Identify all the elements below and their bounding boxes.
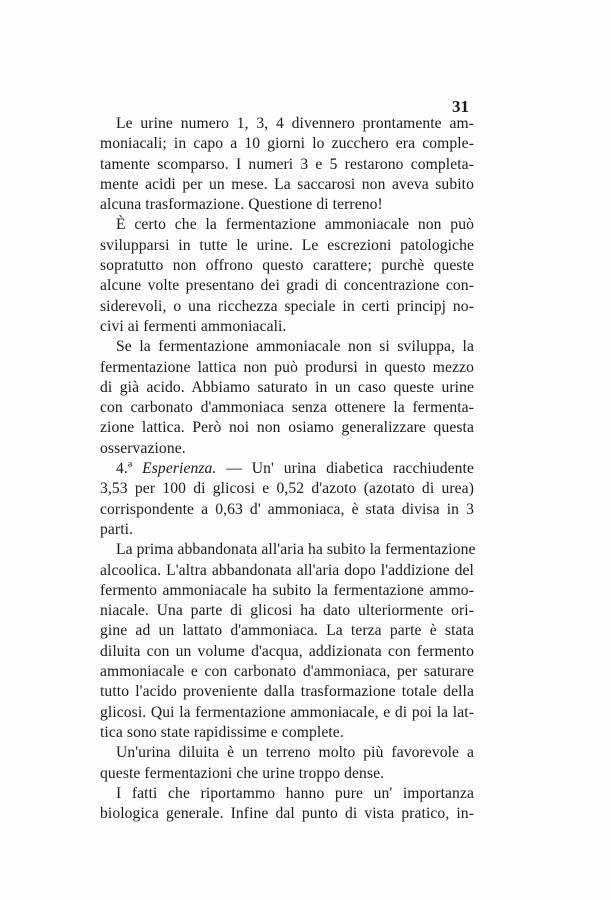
text-line: Se la fermentazione ammoniacale non si sviluppa, la (116, 338, 474, 356)
text-line: corrispondente a 0,63 d' ammoniaca, è stata divisa in 3 (100, 500, 474, 518)
page-body-text (100, 114, 474, 824)
text-line: sopratutto non offrono questo carattere; purchè queste (100, 257, 474, 275)
text-line: siderevoli, o una ricchezza speciale in certi principj no- (100, 297, 474, 315)
text-line: niacale. Una parte di glicosi ha dato ulteriormente ori- (100, 602, 474, 620)
text-line: 3,53 per 100 di glicosi e 0,52 d'azoto (azotato di urea) (100, 480, 474, 498)
text-line: con carbonato d'ammoniaca senza ottenere la fermenta- (100, 399, 474, 417)
text-line: diluita con un volume d'acqua, addizionata con fermento (100, 642, 474, 660)
text-line: Un'urina diluita è un terreno molto più favorevole a (116, 744, 474, 762)
text-line: alcune volte presentano dei gradi di concentrazione con- (100, 277, 474, 295)
text-line: È certo che la fermentazione ammoniacale non può (116, 216, 474, 234)
text-line: alcuna trasformazione. Questione di terreno! (100, 196, 383, 214)
text-line: mente acidi per un mese. La saccarosi non aveva subito (100, 175, 474, 193)
text-line: tamente scomparso. I numeri 3 e 5 restarono completa- (100, 155, 474, 173)
text-line: osservazione. (100, 439, 186, 457)
text-line: La prima abbandonata all'aria ha subito la fermentazione (116, 541, 476, 559)
text-line: zione lattica. Però noi non osiamo generalizzare questa (100, 419, 474, 437)
text-line: I fatti che riportammo hanno pure un' importanza (116, 784, 474, 802)
text-line: fermentazione lattica non può prodursi in questo mezzo (100, 358, 474, 376)
page-number: 31 (452, 97, 469, 116)
text-line: fermento ammoniacale ha subito la fermentazione ammo- (100, 581, 474, 599)
text-line: civi ai fermenti ammoniacali. (100, 317, 287, 335)
text-line: gine ad un lattato d'ammoniaca. La terza parte è stata (100, 622, 474, 640)
text-line: queste fermentazioni che urine troppo dense. (100, 764, 385, 782)
text-line: alcoolica. L'altra abbandonata all'aria dopo l'addizione del (100, 561, 474, 579)
text-line: biologica generale. Infine dal punto di vista pratico, in- (100, 805, 474, 823)
text-line: tica sono state rapidissime e complete. (100, 723, 344, 741)
text-line: Le urine numero 1, 3, 4 divennero prontamente am- (116, 115, 474, 132)
text-line: di già acido. Abbiamo saturato in un caso queste urine (100, 378, 474, 396)
text-line: ammoniacale e con carbonato d'ammoniaca, per saturare (100, 663, 474, 681)
text-line: parti. (100, 520, 134, 538)
text-line: svilupparsi in tutte le urine. Le escrezioni patologiche (100, 236, 474, 254)
text-line: tutto l'acido proveniente dalla trasformazione totale della (100, 683, 474, 701)
text-line: glicosi. Qui la fermentazione ammoniacale, e di poi la lat- (100, 703, 474, 721)
experiment-heading: Esperienza. (142, 460, 217, 478)
text-line: moniacali; in capo a 10 giorni lo zucchero era comple- (100, 135, 474, 153)
text-line: 4.ª Esperienza. — Un' urina diabetica racchiudente (116, 460, 475, 478)
